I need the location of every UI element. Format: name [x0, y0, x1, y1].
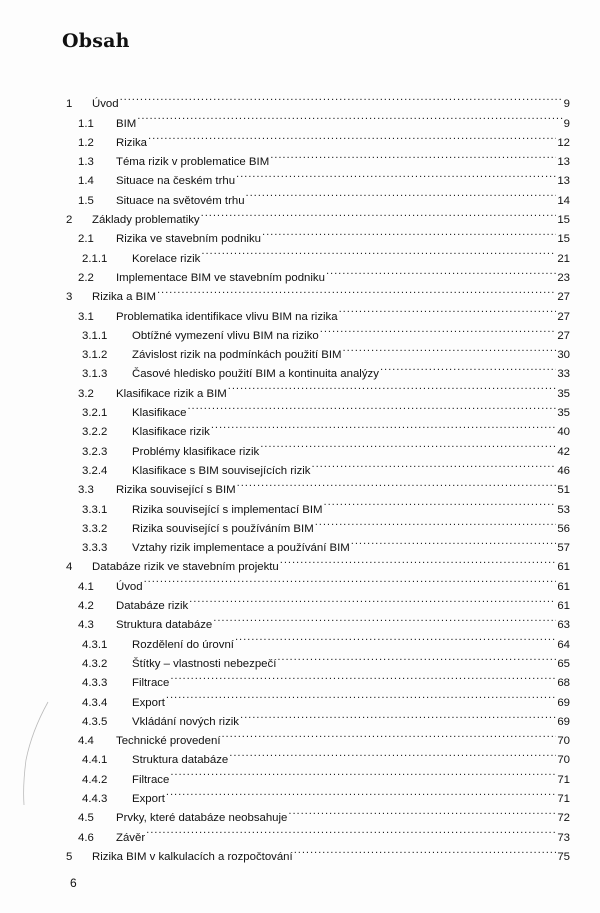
toc-entry-label: Vztahy rizik implementace a používání BIM — [132, 542, 350, 555]
dot-leader — [213, 609, 556, 628]
toc-entry-label: Rizika ve stavebním podniku — [116, 233, 261, 246]
toc-entry-label: Rizika — [116, 136, 148, 149]
pencil-mark — [20, 700, 50, 810]
toc-entry-label: Závěr — [116, 831, 146, 844]
toc-entry[interactable] — [66, 628, 570, 651]
dot-leader — [120, 88, 563, 107]
toc-entry-page: 33 — [557, 368, 570, 381]
dot-leader — [277, 648, 556, 667]
toc-entry-page: 61 — [557, 600, 570, 613]
toc-entry[interactable] — [66, 609, 570, 632]
toc-entry-number: 2 — [66, 214, 73, 227]
toc-entry[interactable] — [66, 686, 570, 709]
toc-entry-page: 71 — [557, 792, 570, 805]
dot-leader — [201, 204, 557, 223]
toc-entry[interactable] — [66, 667, 570, 690]
toc-entry-label: Klasifikace rizik — [132, 426, 210, 439]
toc-entry-number: 3.3.2 — [82, 522, 108, 535]
toc-entry[interactable] — [66, 474, 570, 497]
toc-entry-page: 27 — [557, 310, 570, 323]
toc-entry[interactable] — [66, 455, 570, 477]
toc-entry-page: 27 — [557, 291, 570, 304]
toc-entry-label: Situace na českém trhu — [116, 175, 236, 188]
toc-entry-label: Vkládání nových rizik — [132, 715, 239, 728]
toc-entry-number: 2.1.1 — [82, 252, 108, 265]
toc-entry-number: 4 — [66, 561, 73, 574]
dot-leader — [211, 416, 556, 435]
dot-leader — [262, 223, 556, 242]
toc-entry-number: 3.1.2 — [82, 349, 108, 362]
dot-leader — [351, 532, 557, 551]
toc-entry-page: 75 — [557, 850, 570, 863]
toc-entry-number: 1.1 — [78, 117, 94, 130]
dot-leader — [170, 763, 556, 782]
dot-leader — [236, 165, 556, 184]
toc-entry-number: 4.6 — [78, 831, 94, 844]
toc-entry-page: 69 — [557, 696, 570, 709]
toc-entry-page: 42 — [557, 445, 570, 458]
toc-entry-label: Technické provedení — [116, 735, 221, 748]
toc-entry-number: 3.2.2 — [82, 426, 108, 439]
toc-entry-page: 14 — [557, 194, 570, 207]
dot-leader — [144, 570, 557, 589]
toc-entry-number: 2.1 — [78, 233, 94, 246]
toc-entry-page: 15 — [557, 233, 570, 246]
toc-entry-page: 21 — [557, 252, 570, 265]
toc-entry[interactable] — [66, 841, 570, 863]
toc-entry[interactable] — [66, 570, 570, 593]
toc-entry[interactable] — [66, 127, 570, 149]
dot-leader — [326, 262, 556, 281]
dot-leader — [187, 397, 556, 416]
toc-entry[interactable] — [66, 242, 570, 265]
toc-entry[interactable] — [66, 358, 570, 381]
toc-entry-page: 63 — [557, 619, 570, 632]
toc-entry-number: 1 — [66, 98, 73, 111]
toc-entry-label: Základy problematiky — [92, 214, 200, 227]
toc-entry-page: 61 — [557, 561, 570, 574]
toc-entry-page: 15 — [557, 214, 570, 227]
toc-entry[interactable] — [66, 648, 570, 670]
toc-entry[interactable] — [66, 821, 570, 844]
dot-leader — [229, 744, 556, 763]
toc-entry-number: 4.3 — [78, 619, 94, 632]
toc-entry-page: 35 — [557, 407, 570, 420]
toc-entry[interactable] — [66, 706, 570, 728]
dot-leader — [166, 686, 556, 705]
dot-leader — [324, 493, 557, 512]
toc-entry-page: 61 — [557, 580, 570, 593]
toc-entry-page: 64 — [557, 638, 570, 651]
toc-entry-label: Struktura databáze — [132, 754, 229, 767]
dot-leader — [246, 184, 557, 203]
toc-entry-label: Situace na světovém trhu — [116, 194, 245, 207]
toc-entry-page: 53 — [557, 503, 570, 516]
toc-entry-label: Rizika související s používáním BIM — [132, 522, 314, 535]
toc-entry-page: 12 — [557, 136, 570, 149]
toc-entry-page: 69 — [557, 715, 570, 728]
toc-entry[interactable] — [66, 88, 570, 111]
toc-entry-page: 70 — [557, 754, 570, 767]
dot-leader — [315, 513, 557, 532]
toc-entry-page: 68 — [557, 677, 570, 690]
toc-entry[interactable] — [66, 763, 570, 786]
toc-entry-number: 4.1 — [78, 580, 94, 593]
dot-leader — [312, 455, 557, 474]
toc-entry-page: 72 — [557, 812, 570, 825]
toc-entry-label: Rizika související s implementací BIM — [132, 503, 323, 516]
toc-entry-label: Struktura databáze — [116, 619, 213, 632]
dot-leader — [343, 339, 557, 358]
toc-entry-label: Závislost rizik na podmínkách použití BIM — [132, 349, 342, 362]
toc-entry[interactable] — [66, 146, 570, 169]
toc-entry-number: 1.4 — [78, 175, 94, 188]
toc-entry[interactable] — [66, 223, 570, 246]
toc-entry-page: 71 — [557, 773, 570, 786]
toc-entry[interactable] — [66, 783, 570, 805]
toc-entry[interactable] — [66, 744, 570, 767]
toc-entry-number: 4.5 — [78, 812, 94, 825]
toc-entry[interactable] — [66, 204, 570, 227]
toc-entry-number: 4.4.1 — [82, 754, 108, 767]
toc-entry-page: 70 — [557, 735, 570, 748]
dot-leader — [270, 146, 556, 165]
dot-leader — [228, 377, 557, 396]
toc-entry-label: Filtrace — [132, 677, 170, 690]
toc-entry-number: 4.3.3 — [82, 677, 108, 690]
dot-leader — [260, 435, 556, 454]
toc-entry-label: Úvod — [116, 580, 143, 593]
toc-entry-number: 4.4.3 — [82, 792, 108, 805]
toc-entry-page: 13 — [557, 175, 570, 188]
toc-entry-label: Téma rizik v problematice BIM — [116, 156, 270, 169]
toc-entry-number: 1.2 — [78, 136, 94, 149]
dot-leader — [221, 725, 556, 744]
toc-entry-page: 35 — [557, 387, 570, 400]
toc-entry-label: Databáze rizik — [116, 600, 189, 613]
toc-entry-page: 51 — [557, 484, 570, 497]
toc-entry-number: 2.2 — [78, 271, 94, 284]
table-of-contents — [66, 88, 570, 863]
dot-leader — [157, 281, 556, 300]
toc-entry-label: Klasifikace rizik a BIM — [116, 387, 227, 400]
toc-entry-number: 4.4.2 — [82, 773, 108, 786]
dot-leader — [380, 358, 556, 377]
toc-entry-label: Problémy klasifikace rizik — [132, 445, 260, 458]
dot-leader — [240, 706, 556, 725]
page-title: Obsah — [62, 30, 130, 52]
toc-entry[interactable] — [66, 397, 570, 420]
toc-entry-number: 3.3 — [78, 484, 94, 497]
toc-entry-page: 30 — [557, 349, 570, 362]
toc-entry-label: Databáze rizik ve stavebním projektu — [92, 561, 279, 574]
page-number: 6 — [70, 876, 77, 890]
dot-leader — [294, 841, 557, 860]
toc-entry-number: 3.2.3 — [82, 445, 108, 458]
toc-entry-page: 73 — [557, 831, 570, 844]
toc-entry-number: 3.1 — [78, 310, 94, 323]
toc-entry-number: 1.3 — [78, 156, 94, 169]
toc-entry[interactable] — [66, 725, 570, 748]
toc-entry-number: 5 — [66, 850, 73, 863]
toc-entry[interactable] — [66, 339, 570, 362]
toc-entry-number: 4.3.4 — [82, 696, 108, 709]
toc-entry-number: 4.3.2 — [82, 657, 108, 670]
toc-entry-label: Prvky, které databáze neobsahuje — [116, 812, 288, 825]
toc-entry-page: 9 — [563, 117, 570, 130]
toc-entry-page: 13 — [557, 156, 570, 169]
toc-entry-number: 3.2 — [78, 387, 94, 400]
toc-entry[interactable] — [66, 416, 570, 439]
toc-entry-label: Filtrace — [132, 773, 170, 786]
toc-entry-page: 9 — [563, 98, 570, 111]
toc-entry[interactable] — [66, 281, 570, 304]
toc-entry-label: Export — [132, 696, 165, 709]
toc-entry-label: Rizika a BIM — [92, 291, 156, 304]
toc-entry[interactable] — [66, 551, 570, 574]
toc-entry-label: Rozdělení do úrovní — [132, 638, 234, 651]
toc-entry-label: Štítky – vlastnosti nebezpečí — [132, 657, 277, 670]
dot-leader — [320, 320, 557, 339]
toc-entry-page: 65 — [557, 657, 570, 670]
toc-entry-page: 46 — [557, 464, 570, 477]
toc-entry-number: 4.3.1 — [82, 638, 108, 651]
toc-entry-number: 3.3.1 — [82, 503, 108, 516]
toc-entry-label: Implementace BIM ve stavebním podniku — [116, 271, 325, 284]
dot-leader — [189, 590, 556, 609]
toc-entry-page: 40 — [557, 426, 570, 439]
toc-entry[interactable] — [66, 377, 570, 400]
toc-entry-number: 3.2.1 — [82, 407, 108, 420]
dot-leader — [148, 127, 556, 146]
toc-entry-page: 57 — [557, 542, 570, 555]
dot-leader — [339, 300, 557, 319]
toc-entry[interactable] — [66, 300, 570, 323]
toc-entry-label: Obtížné vymezení vlivu BIM na riziko — [132, 329, 319, 342]
toc-entry-page: 23 — [557, 271, 570, 284]
toc-entry-label: Úvod — [92, 98, 119, 111]
toc-entry[interactable] — [66, 435, 570, 458]
toc-entry-number: 3.1.1 — [82, 329, 108, 342]
toc-entry-page: 27 — [557, 329, 570, 342]
toc-entry-number: 4.4 — [78, 735, 94, 748]
toc-entry-number: 4.3.5 — [82, 715, 108, 728]
toc-entry-page: 56 — [557, 522, 570, 535]
toc-entry[interactable] — [66, 262, 570, 284]
toc-entry[interactable] — [66, 493, 570, 516]
toc-entry[interactable] — [66, 802, 570, 825]
dot-leader — [201, 242, 556, 261]
toc-entry[interactable] — [66, 590, 570, 613]
dot-leader — [235, 628, 556, 647]
dot-leader — [237, 474, 557, 493]
toc-entry-number: 3.3.3 — [82, 542, 108, 555]
dot-leader — [137, 107, 562, 126]
toc-entry[interactable] — [66, 320, 570, 342]
toc-entry-label: Klasifikace — [132, 407, 187, 420]
toc-entry[interactable] — [66, 184, 570, 207]
toc-entry[interactable] — [66, 513, 570, 535]
toc-entry[interactable] — [66, 107, 570, 130]
toc-entry-label: Časové hledisko použití BIM a kontinuita analýzy — [132, 368, 379, 381]
toc-entry-label: Export — [132, 792, 165, 805]
toc-entry-label: BIM — [116, 117, 137, 130]
toc-entry-label: Klasifikace s BIM souvisejících rizik — [132, 464, 311, 477]
dot-leader — [146, 821, 556, 840]
toc-entry-number: 3.1.3 — [82, 368, 108, 381]
toc-entry-number: 3.2.4 — [82, 464, 108, 477]
toc-entry-label: Rizika BIM v kalkulacích a rozpočtování — [92, 850, 293, 863]
dot-leader — [166, 783, 556, 802]
toc-entry-label: Korelace rizik — [132, 252, 201, 265]
toc-entry-number: 4.2 — [78, 600, 94, 613]
dot-leader — [170, 667, 556, 686]
toc-entry-label: Rizika související s BIM — [116, 484, 236, 497]
toc-entry-number: 3 — [66, 291, 73, 304]
toc-entry-label: Problematika identifikace vlivu BIM na rizika — [116, 310, 338, 323]
dot-leader — [288, 802, 556, 821]
toc-entry[interactable] — [66, 165, 570, 188]
dot-leader — [280, 551, 557, 570]
toc-entry[interactable] — [66, 532, 570, 555]
toc-entry-number: 1.5 — [78, 194, 94, 207]
